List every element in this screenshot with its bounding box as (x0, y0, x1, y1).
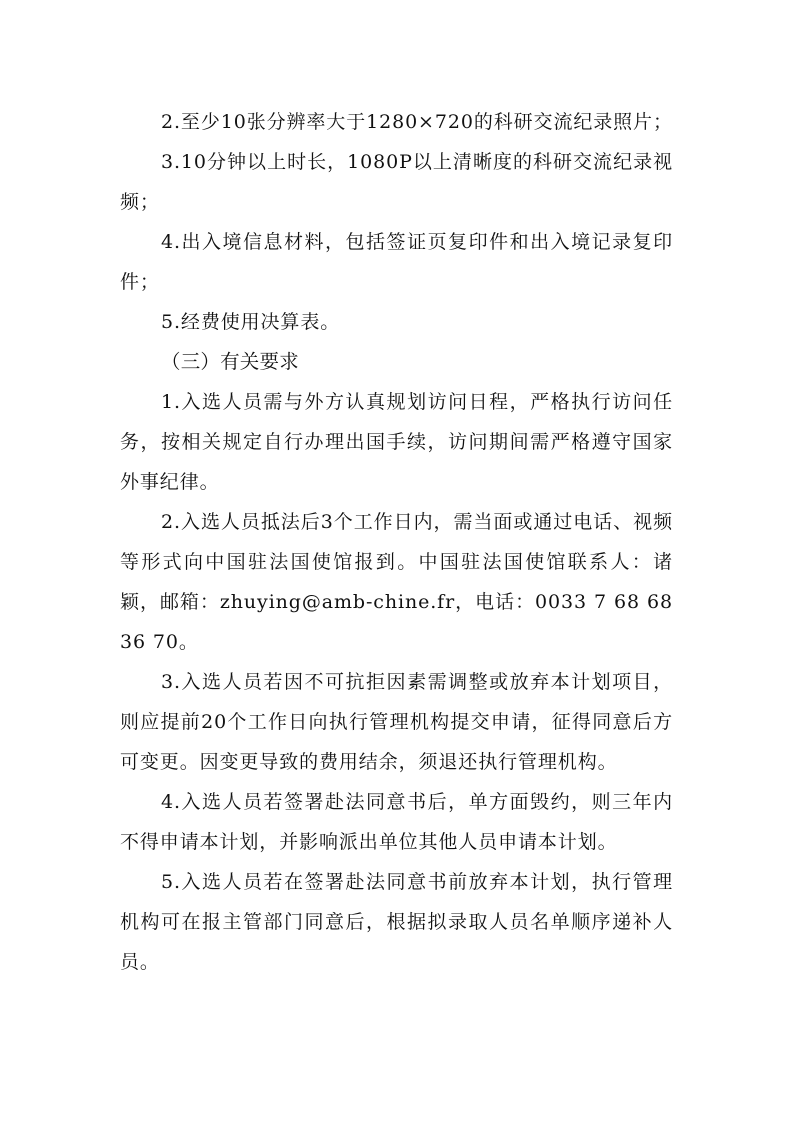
document-page (120, 102, 673, 982)
requirement-item-2: 2.入选人员抵法后3个工作日内，需当面或通过电话、视频等形式向中国驻法国使馆报到。中国驻法国使馆联系人：诸颖，邮箱：zhuying@amb-chine.fr，电话：0033 7 68 68 36 70。 (120, 511, 673, 653)
section-heading: （三）有关要求 (161, 350, 299, 373)
requirement-item-3: 3.入选人员若因不可抗拒因素需调整或放弃本计划项目，则应提前20个工作日向执行管理机构提交申请，征得同意后方可变更。因变更导致的费用结余，须退还执行管理机构。 (120, 671, 673, 773)
list-item-photos: 2.至少10张分辨率大于1280×720的科研交流纪录照片； (161, 111, 673, 133)
requirement-item-1: 1.入选人员需与外方认真规划访问日程，严格执行访问任务，按相关规定自行办理出国手续，访问期间需严格遵守国家外事纪律。 (120, 391, 673, 493)
requirement-item-5: 5.入选人员若在签署赴法同意书前放弃本计划，执行管理机构可在报主管部门同意后，根据拟录取人员名单顺序递补人员。 (120, 871, 673, 973)
requirement-item-4: 4.入选人员若签署赴法同意书后，单方面毁约，则三年内不得申请本计划，并影响派出单位其他人员申请本计划。 (120, 791, 673, 853)
list-item-video: 3.10分钟以上时长，1080P以上清晰度的科研交流纪录视频； (120, 151, 673, 213)
list-item-budget: 5.经费使用决算表。 (161, 311, 341, 333)
list-item-entry-exit: 4.出入境信息材料，包括签证页复印件和出入境记录复印件； (120, 231, 673, 293)
